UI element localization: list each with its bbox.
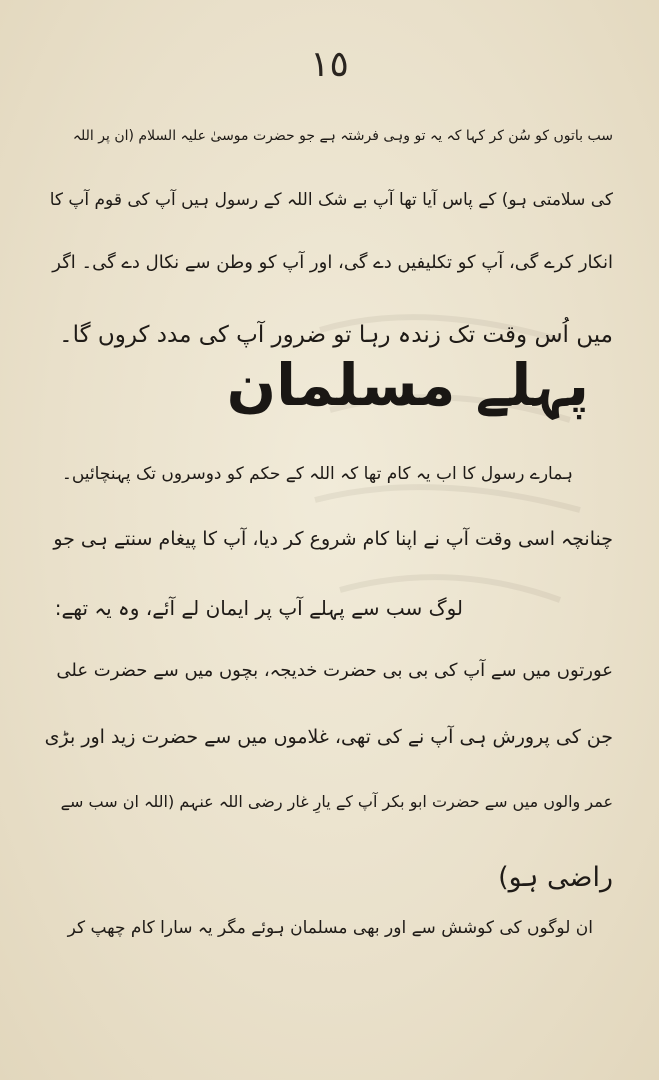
text-line: لوگ سب سے پہلے آپ پر ایمان لے آئے، وہ یہ تھے: (54, 596, 463, 620)
text-line: عمر والوں میں سے حضرت ابو بکر آپ کے یارِ غار رضی اللہ عنہم (اللہ ان سب سے (60, 792, 613, 811)
text-line: عورتوں میں سے آپ کی بی بی حضرت خدیجہ، بچوں میں سے حضرت علی (56, 660, 613, 681)
text-line: راضی ہو) (498, 862, 613, 893)
text-line: میں اُس وقت تک زندہ رہا تو ضرور آپ کی مدد کروں گا۔ (59, 322, 613, 348)
section-heading: پہلے مسلمان (226, 351, 589, 419)
text-line: ان لوگوں کی کوشش سے اور بھی مسلمان ہوئے مگر یہ سارا کام چھپ کر (67, 918, 593, 938)
text-line: انکار کرے گی، آپ کو تکلیفیں دے گی، اور آپ کو وطن سے نکال دے گی۔ اگر (52, 252, 613, 273)
text-line: ہمارے رسول کا اب یہ کام تھا کہ اللہ کے حکم کو دوسروں تک پہنچائیں۔ (61, 464, 573, 484)
text-line: چنانچہ اسی وقت آپ نے اپنا کام شروع کر دیا، آپ کا پیغام سنتے ہی جو (53, 528, 613, 550)
text-line: سب باتوں کو سُن کر کہا کہ یہ تو وہی فرشتہ ہے جو حضرت موسیٰ علیہ السلام (ان پر اللہ (72, 128, 613, 144)
text-line: کی سلامتی ہو) کے پاس آیا تھا آپ بے شک اللہ کے رسول ہیں آپ کی قوم آپ کا (49, 190, 613, 210)
text-line: جن کی پرورش ہی آپ نے کی تھی، غلاموں میں سے حضرت زید اور بڑی (44, 726, 613, 748)
page-number: ١٥ (310, 44, 349, 85)
